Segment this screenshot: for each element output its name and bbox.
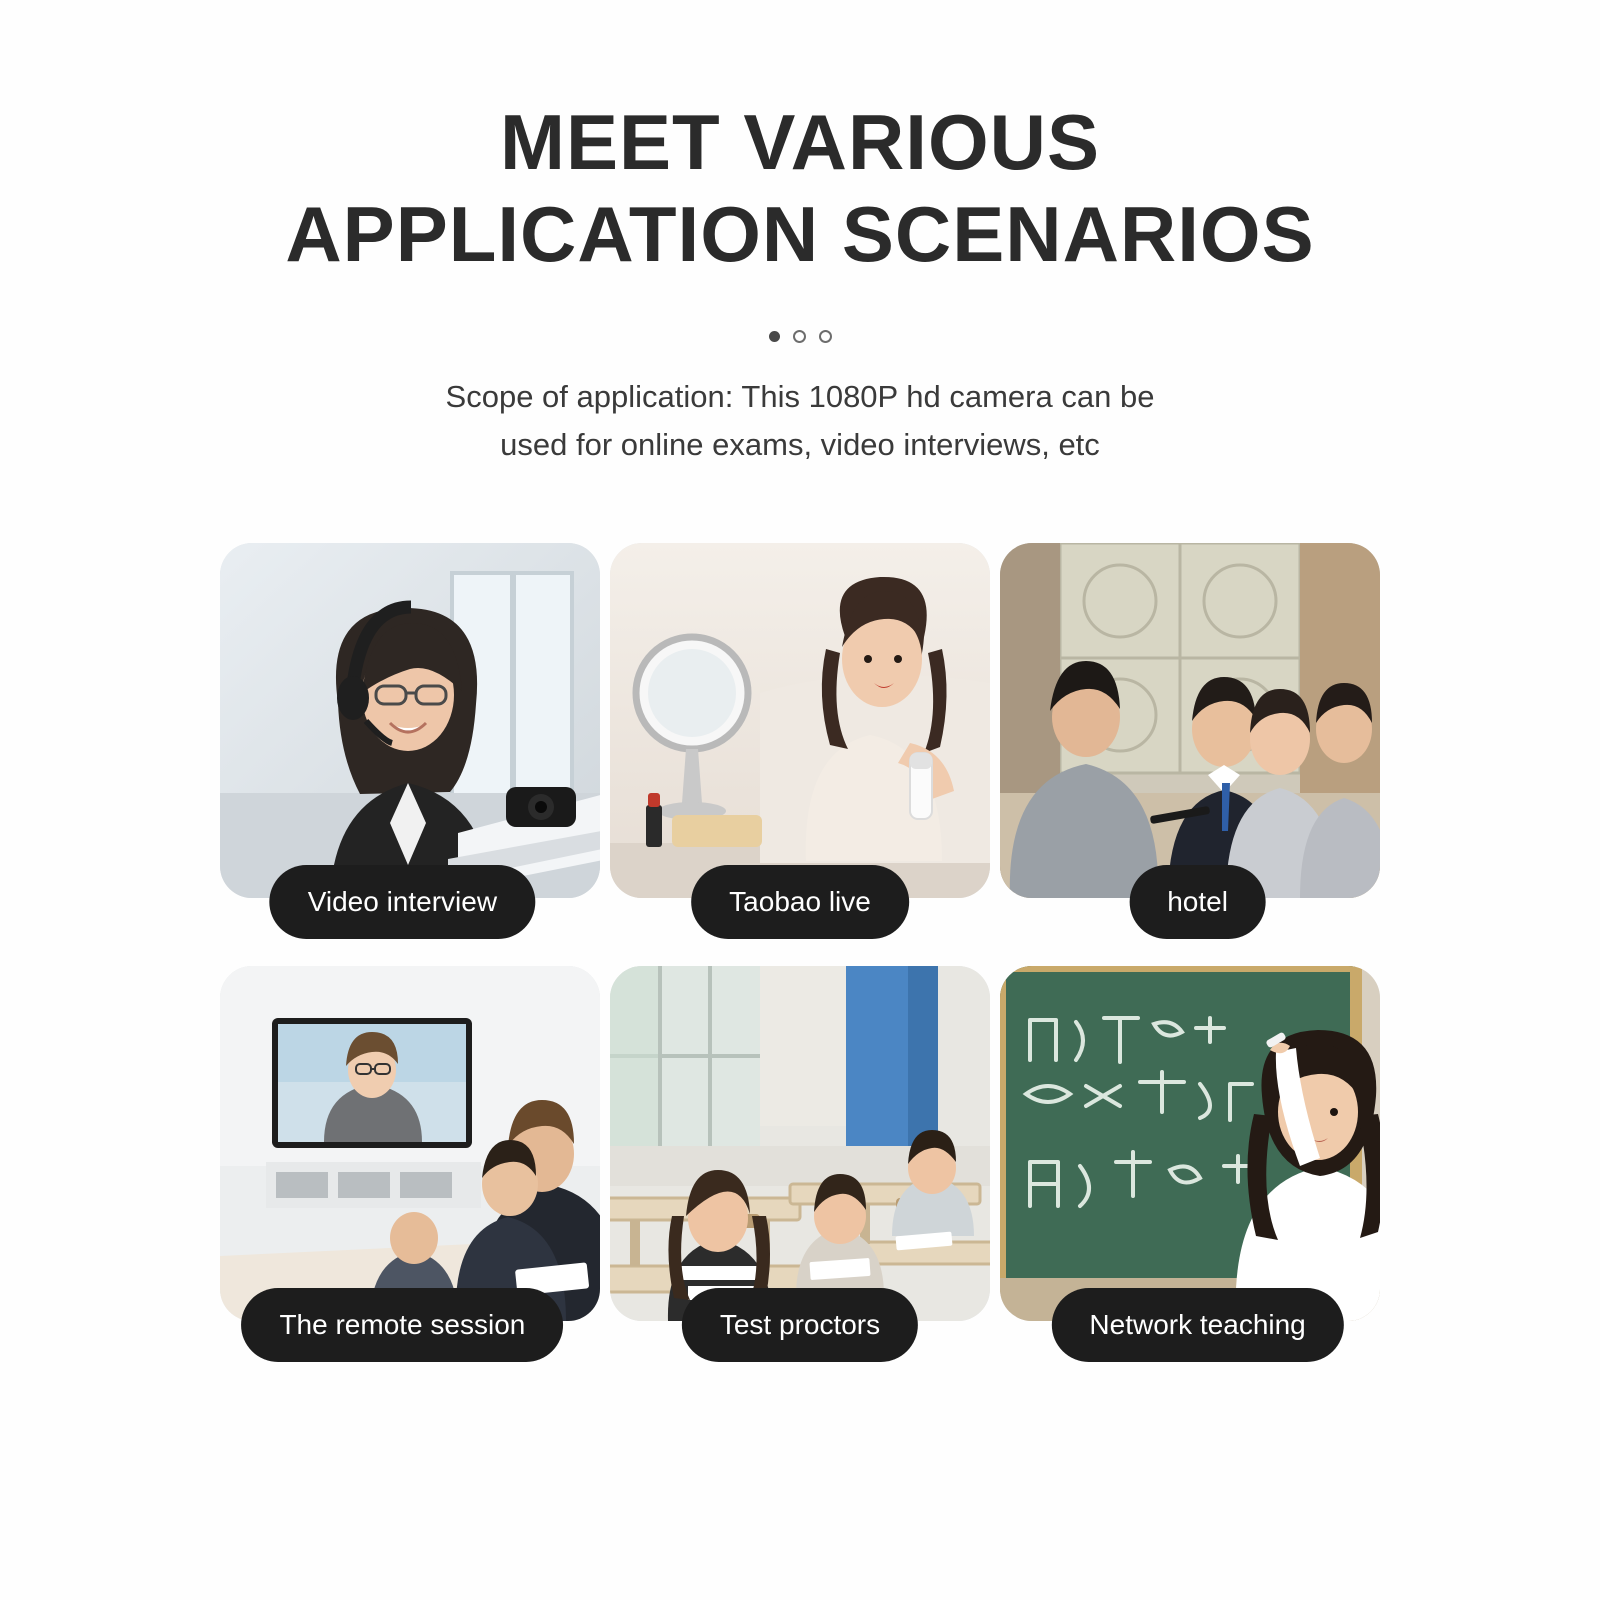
scenario-card: [1000, 966, 1380, 1355]
teacher-at-chalkboard-photo: [1000, 966, 1380, 1321]
scenario-label-row: [220, 886, 600, 932]
scenario-card: [220, 543, 600, 932]
scenario-label: Video interview: [270, 865, 535, 939]
conference-room-video-call-screen-photo: [220, 966, 600, 1321]
page-title: [60, 0, 1540, 280]
three-dots-icon: [0, 330, 1600, 343]
dot-3: [819, 330, 832, 343]
scenario-label: Test proctors: [682, 1288, 918, 1362]
scenario-card: [1000, 543, 1380, 932]
scenario-label: The remote session: [241, 1288, 563, 1362]
dot-2: [793, 330, 806, 343]
scenario-label-row: [220, 1309, 600, 1355]
scenario-card: [610, 543, 990, 932]
hotel-front-desk-staff-guests-photo: [1000, 543, 1380, 898]
scenario-card: [220, 966, 600, 1355]
scenario-label-row: [610, 1309, 990, 1355]
scenario-label-row: [1000, 886, 1380, 932]
page-subtitle-line-2: used for online exams, video interviews, etc: [500, 427, 1100, 463]
classroom-students-exam-desks-photo: [610, 966, 990, 1321]
page-title-line-2: APPLICATION SCENARIOS: [285, 190, 1315, 279]
scenario-grid: [220, 543, 1380, 1355]
woman-livestream-beauty-product-photo: [610, 543, 990, 898]
scenario-label: Network teaching: [1051, 1288, 1343, 1362]
scenario-label: Taobao live: [691, 865, 909, 939]
page-title-line-1: MEET VARIOUS: [500, 98, 1100, 186]
page-subtitle: [350, 373, 1250, 469]
scenario-label-row: [610, 886, 990, 932]
scenario-label-row: [1000, 1309, 1380, 1355]
scenario-card: [610, 966, 990, 1355]
dot-1: [769, 331, 780, 342]
woman-with-headset-laptop-webcam-photo: [220, 543, 600, 898]
scenario-label: hotel: [1129, 865, 1266, 939]
page-subtitle-line-1: Scope of application: This 1080P hd camera can be: [445, 379, 1155, 415]
